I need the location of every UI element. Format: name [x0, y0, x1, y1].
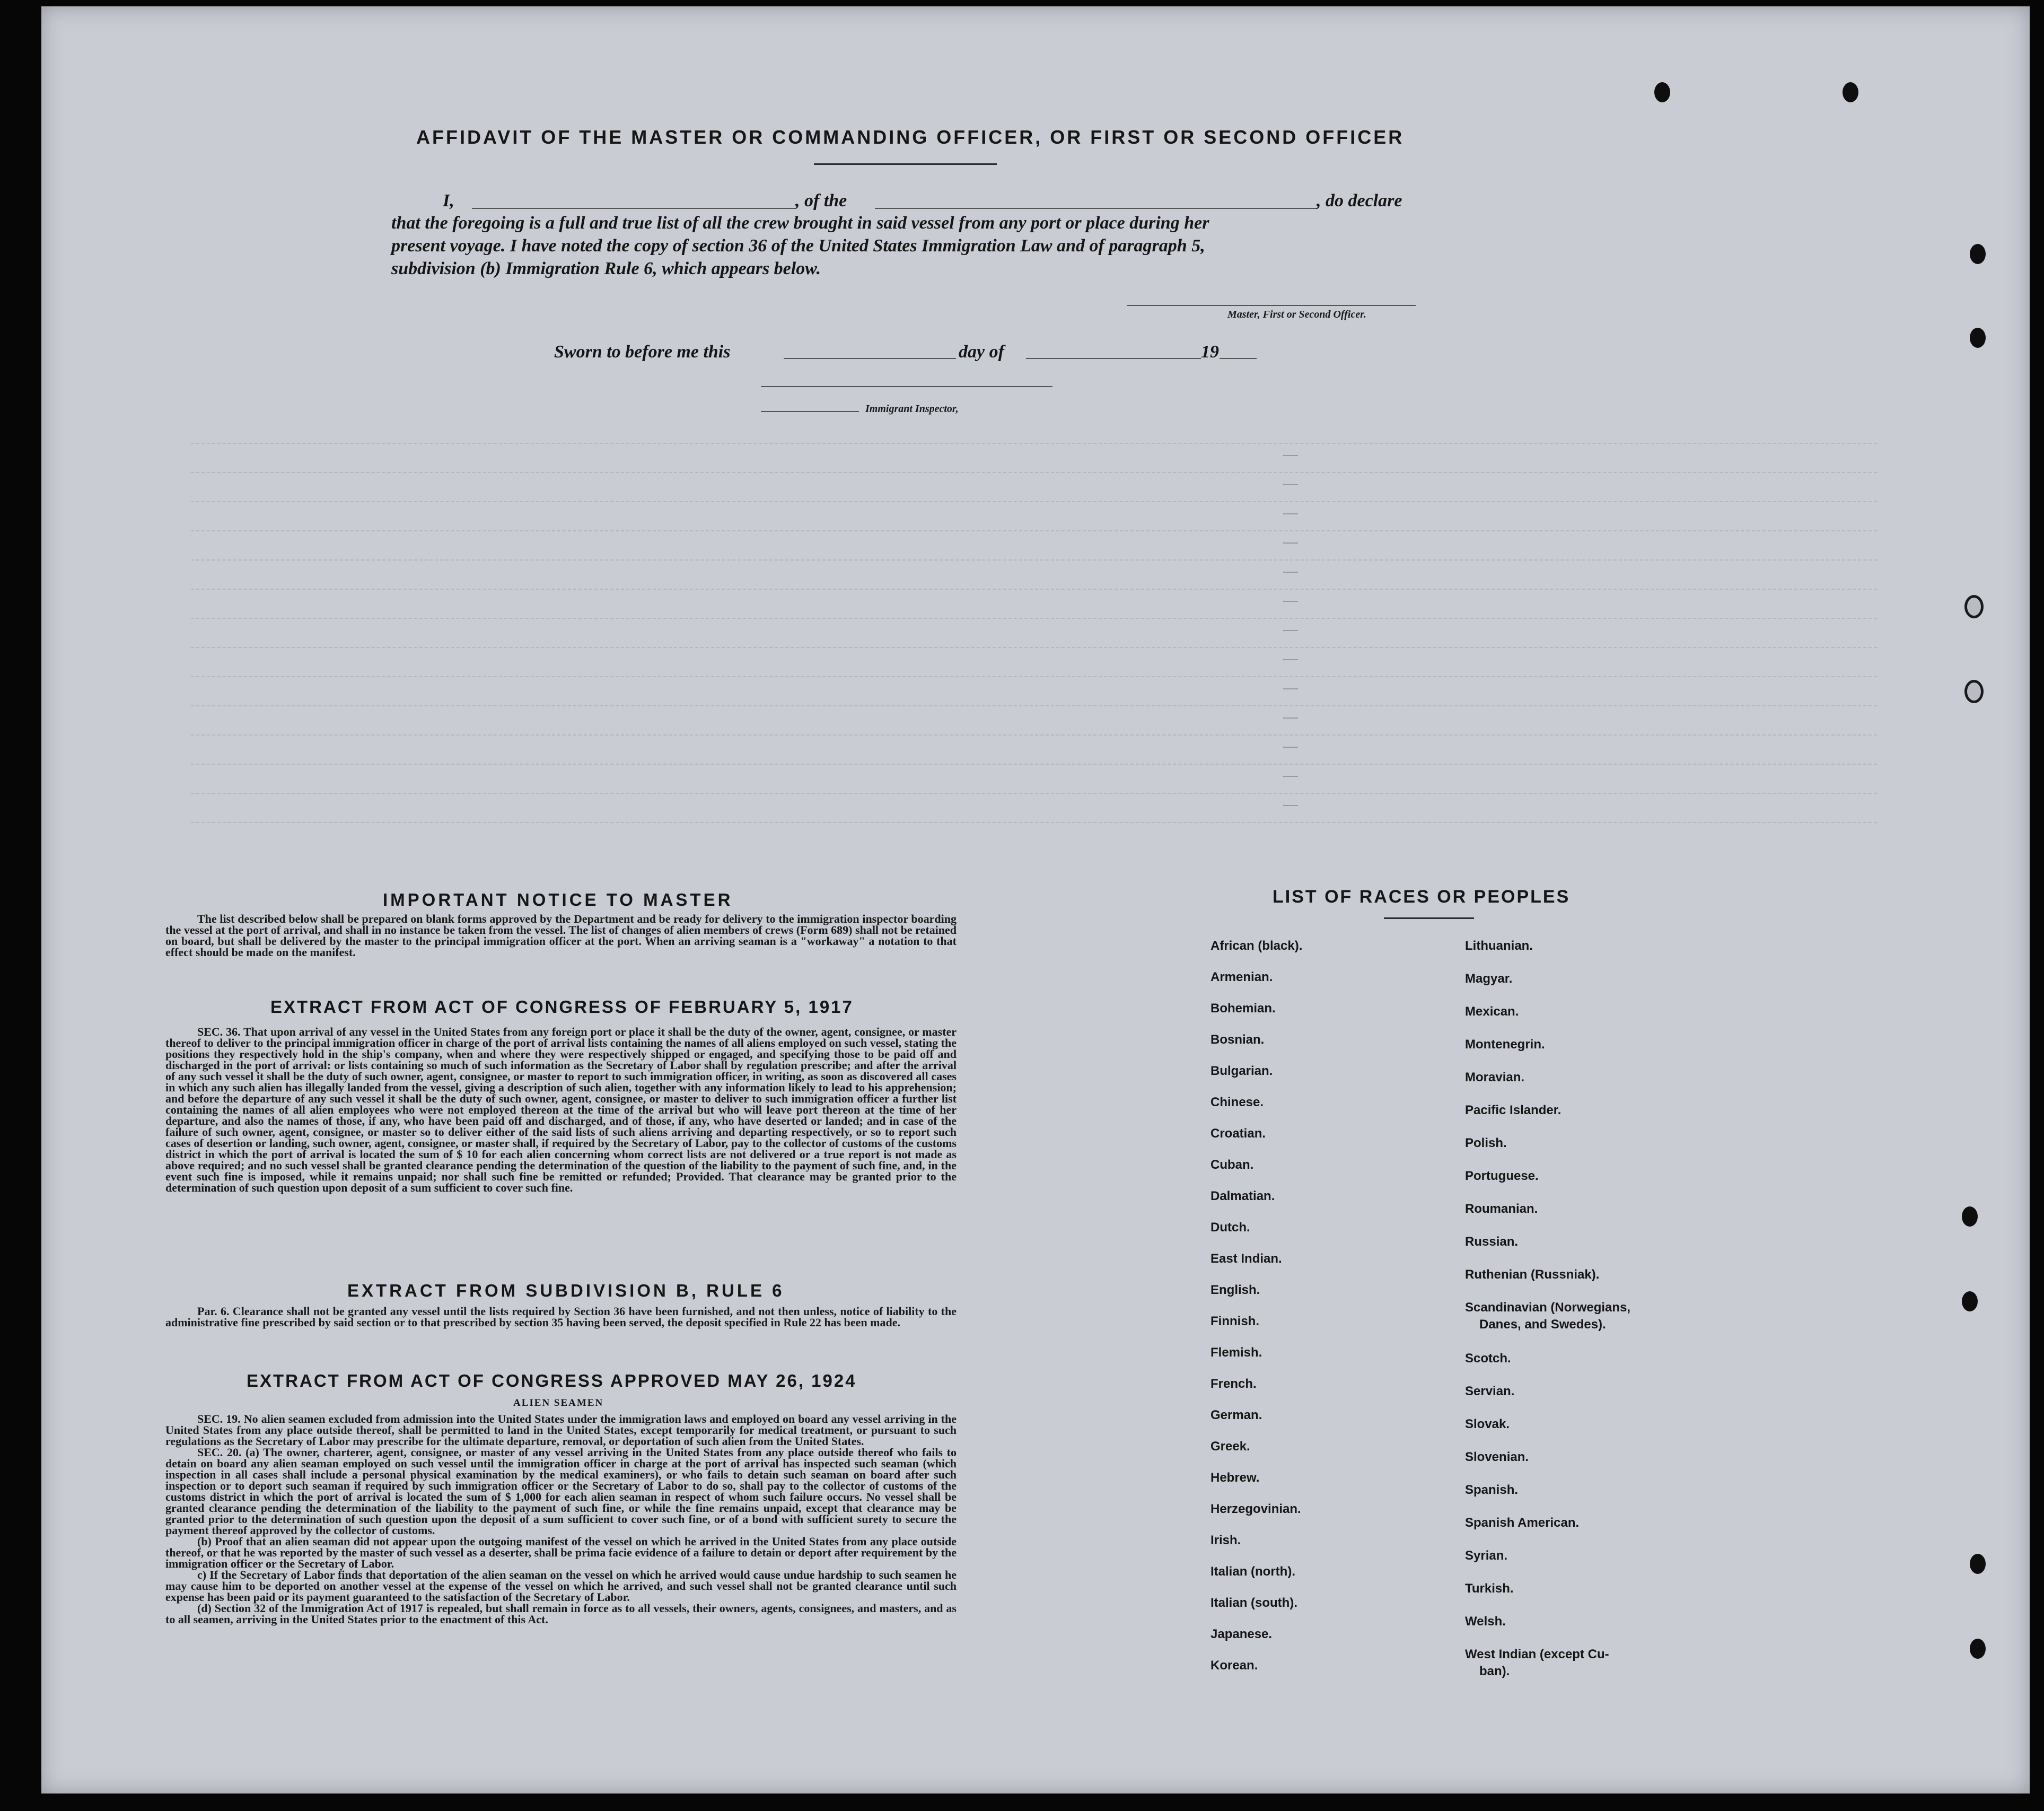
race-item: Turkish.	[1465, 1581, 1514, 1596]
race-item: Montenegrin.	[1465, 1037, 1545, 1052]
races-title: LIST OF RACES OR PEOPLES	[1273, 887, 1571, 907]
extract-1924-title: EXTRACT FROM ACT OF CONGRESS APPROVED MAY 26, 1924	[247, 1371, 857, 1390]
rule6-title: EXTRACT FROM SUBDIVISION B, RULE 6	[347, 1281, 785, 1300]
race-item: Lithuanian.	[1465, 939, 1533, 953]
affidavit-line-2: that the foregoing is a full and true list of all the crew brought in said vessel from any port or place during her	[391, 213, 1209, 233]
race-item: Slovak.	[1465, 1417, 1510, 1431]
race-item: French.	[1210, 1377, 1257, 1391]
extract-1917-title: EXTRACT FROM ACT OF CONGRESS OF FEBRUARY 5, 1917	[270, 997, 854, 1017]
race-item: Bohemian.	[1210, 1001, 1276, 1016]
inspector-signature-line	[761, 386, 1052, 387]
race-item: Greek.	[1210, 1439, 1250, 1454]
race-item: Bosnian.	[1210, 1033, 1265, 1047]
binder-hole	[1970, 1639, 1986, 1659]
race-item: Dutch.	[1210, 1220, 1250, 1235]
race-item: German.	[1210, 1408, 1262, 1422]
race-item: Spanish.	[1465, 1483, 1519, 1497]
extract-1917-body	[165, 1026, 957, 1193]
race-item: Spanish American.	[1465, 1516, 1580, 1530]
year-prefix: 19	[1201, 342, 1219, 362]
race-item: East Indian.	[1210, 1252, 1282, 1266]
race-item: Pacific Islander.	[1465, 1103, 1561, 1117]
sec-20c-paragraph: c) If the Secretary of Labor finds that deportation of the alien seaman on the vessel on which he arrived would cause undue hardship to such seamen he may cause him to be deported on another vessel at the expense of the vessel on which he arrived, and such vessel shall not be granted clearance until such expense has been paid or its payment guaranteed to the satisfaction of the Secretary of Labor.	[165, 1568, 957, 1604]
race-item: Scandinavian (Norwegians,	[1465, 1300, 1631, 1315]
binder-hole	[1962, 1206, 1978, 1227]
affidavit-declare: , do declare	[1317, 191, 1402, 211]
master-signature-line	[1127, 305, 1416, 306]
race-item: Servian.	[1465, 1384, 1515, 1398]
section-36-paragraph: SEC. 36. That upon arrival of any vessel in the United States from any foreign port or place it shall be the duty of the owner, agent, consignee, or master thereof to deliver to the principal immigration officer in charge of the port of arrival lists containing the names of all aliens employed on such vessel, stating the positions they respectively hold in the ship's company, when and where they were respectively shipped or engaged, and specifying those to be paid off and discharged in the port of arrival: or lists containing so much of such information as the Secretary of Labor shall by regulation prescribe; and after the arrival of any such vessel it shall be the duty of such owner, agent, consignee, or master to report to such immigration officer, in writing, as soon as discovered all cases in which any such alien has illegally landed from the vessel, giving a description of such alien, together with any information likely to lead to his apprehension; and before the departure of any such vessel it shall be the duty of such owner, agent, consignee, or master to deliver to such immigration officer a further list containing the names of all alien employees who were not employed thereon at the time of the arrival but who will leave port thereon at the time of her departure, and also the names of those, if any, who have been paid off and discharged, and of those, if any, who have deserted or landed; and in case of the failure of such owner, agent, consignee, or master so to deliver either of the said lists of such aliens arriving and departing respectively, or so to report such cases of desertion or landing, such owner, agent, consignee, or master shall, if required by the Secretary of Labor, pay to the collector of customs of the customs district in which the port of arrival is located the sum of $ 10 for each alien concerning whom correct lists are not delivered or a true report is not made as above required; and no such vessel shall be granted clearance pending the determination of the question of the liability to the payment of such fine, and, in the event such fine is imposed, while it remains unpaid; nor shall such fine be remitted or refunded; Provided. That clearance may be granted prior to the determination of such question upon deposit of a sum sufficient to cover such fine.	[165, 1025, 957, 1194]
race-item: Moravian.	[1465, 1070, 1525, 1084]
notice-title: IMPORTANT NOTICE TO MASTER	[383, 890, 733, 909]
sec-19-paragraph: SEC. 19. No alien seamen excluded from admission into the United States under the immigration laws and employed on board any vessel arriving in the United States from any place outside thereof, shall be permitted to land in the United States, except temporarily for medical treatment, or pursuant to such regulations as the Secretary of Labor may prescribe for the ultimate departure, removal, or deportation of such alien from the United States.	[165, 1412, 957, 1448]
affidavit-title-rule	[814, 163, 997, 165]
race-item: Magyar.	[1465, 972, 1513, 986]
race-item: Italian (south).	[1210, 1596, 1297, 1610]
race-item: African (black).	[1210, 939, 1303, 953]
inspector-label: Immigrant Inspector,	[865, 403, 959, 415]
race-item: Bulgarian.	[1210, 1064, 1273, 1078]
affidavit-line-3: present voyage. I have noted the copy of section 36 of the United States Immigration Law and of paragraph 5,	[391, 236, 1205, 256]
binder-hole	[1843, 82, 1858, 102]
notice-body	[165, 913, 957, 958]
race-item: Danes, and Swedes).	[1479, 1317, 1606, 1332]
rule6-body	[165, 1306, 957, 1328]
binder-hole	[1970, 1554, 1986, 1574]
binder-hole	[1654, 82, 1670, 102]
race-item: ban).	[1479, 1664, 1510, 1678]
affidavit-line-4: subdivision (b) Immigration Rule 6, which appears below.	[391, 259, 821, 278]
inspector-short-line	[761, 411, 859, 412]
extract-1924-subtitle: ALIEN SEAMEN	[513, 1397, 604, 1408]
master-label: Master, First or Second Officer.	[1227, 309, 1366, 320]
race-item: Slovenian.	[1465, 1450, 1529, 1464]
affidavit-i: I,	[443, 191, 454, 211]
vessel-blank	[875, 208, 1318, 209]
binder-hole	[1970, 328, 1986, 348]
binder-hole	[1962, 1291, 1978, 1311]
race-item: Chinese.	[1210, 1095, 1264, 1109]
race-item: Croatian.	[1210, 1126, 1266, 1141]
race-item: Polish.	[1465, 1136, 1507, 1150]
sworn-month-blank	[1026, 358, 1201, 359]
race-item: Cuban.	[1210, 1158, 1254, 1172]
race-item: Dalmatian.	[1210, 1189, 1275, 1203]
sec-20d-paragraph: (d) Section 32 of the Immigration Act of 1917 is repealed, but shall remain in force as to all vessels, their owners, agents, consignees, and masters, and as to all seamen, arriving in the United States prior to the enactment of this Act.	[165, 1602, 957, 1626]
race-item: Roumanian.	[1465, 1202, 1538, 1216]
race-item: Flemish.	[1210, 1345, 1262, 1360]
race-item: Portuguese.	[1465, 1169, 1539, 1183]
race-item: Irish.	[1210, 1533, 1241, 1547]
sec-20b-paragraph: (b) Proof that an alien seaman did not appear upon the outgoing manifest of the vessel on which he arrived in the United States from any place outside thereof, or that he was reported by the master of such vessel as a deserter, shall be prima facie evidence of a failure to detain or deport after requirement by the immigration officer or the Secretary of Labor.	[165, 1535, 957, 1570]
sworn-year-blank	[1220, 358, 1257, 359]
race-item: Welsh.	[1465, 1614, 1506, 1629]
race-item: Russian.	[1465, 1235, 1519, 1249]
binder-hole	[1970, 244, 1986, 264]
affidavit-title: AFFIDAVIT OF THE MASTER OR COMMANDING OFFICER, OR FIRST OR SECOND OFFICER	[416, 126, 1405, 148]
sworn-text: Sworn to before me this	[554, 342, 731, 362]
race-item: Syrian.	[1465, 1548, 1508, 1563]
name-blank	[472, 208, 795, 209]
races-title-rule	[1384, 917, 1474, 919]
binder-hole-open	[1964, 595, 1984, 618]
race-item: Japanese.	[1210, 1627, 1273, 1641]
extract-1924-body	[165, 1413, 957, 1625]
binder-hole-open	[1964, 680, 1984, 703]
sworn-day-blank	[784, 358, 956, 359]
race-item: Italian (north).	[1210, 1564, 1295, 1579]
day-of: day of	[959, 342, 1004, 362]
race-item: Finnish.	[1210, 1314, 1259, 1328]
race-item: Armenian.	[1210, 970, 1273, 984]
race-item: Korean.	[1210, 1658, 1258, 1673]
affidavit-of-the: , of the	[795, 191, 847, 211]
race-item: Herzegovinian.	[1210, 1502, 1301, 1516]
sec-20a-paragraph: SEC. 20. (a) The owner, charterer, agent, consignee, or master of any vessel arriving in the United States from any place outside thereof who fails to detain on board any alien seaman employed on such vessel until the immigration officer in charge at the port of arrival has inspected such seaman (which inspection in all cases shall include a personal physical examination by the medical examiners), or who fails to detain such seaman on board after such inspection or to deport such seaman if required by such immigration officer or the Secretary of Labor to do so, shall pay to the collector of customs of the customs district in which the port of arrival is located the sum of $ 1,000 for each alien seaman in respect of whom such failure occurs. No vessel shall be granted clearance pending the determination of the liability to the payment of such fine, or while the fine remains unpaid, except that clearance may be granted prior to the determination of such question upon the deposit of a sum sufficient to cover such fine, or of a bond with sufficient surety to secure the payment thereof approved by the collector of customs.	[165, 1446, 957, 1537]
race-item: English.	[1210, 1283, 1260, 1297]
race-item: Ruthenian (Russniak).	[1465, 1267, 1600, 1282]
notice-paragraph: The list described below shall be prepared on blank forms approved by the Department and be ready for delivery to the immigration inspector boarding the vessel at the port of arrival, and shall in no instance be taken from the vessel. The list of changes of alien members of crews (Form 689) shall not be retained on board, but shall be delivered by the master to the principal immigration officer at the port. When an arriving seaman is a "workaway" a notation to that effect should be made on the manifest.	[165, 912, 957, 959]
race-item: Scotch.	[1465, 1351, 1511, 1366]
race-item: Mexican.	[1465, 1004, 1519, 1019]
race-item: Hebrew.	[1210, 1471, 1260, 1485]
rule6-paragraph: Par. 6. Clearance shall not be granted any vessel until the lists required by Section 36 have been furnished, and not then unless, notice of liability to the administrative fine prescribed by said section or to that prescribed by section 35 having been served, the deposit specified in Rule 22 has been made.	[165, 1305, 957, 1329]
race-item: West Indian (except Cu-	[1465, 1647, 1609, 1661]
